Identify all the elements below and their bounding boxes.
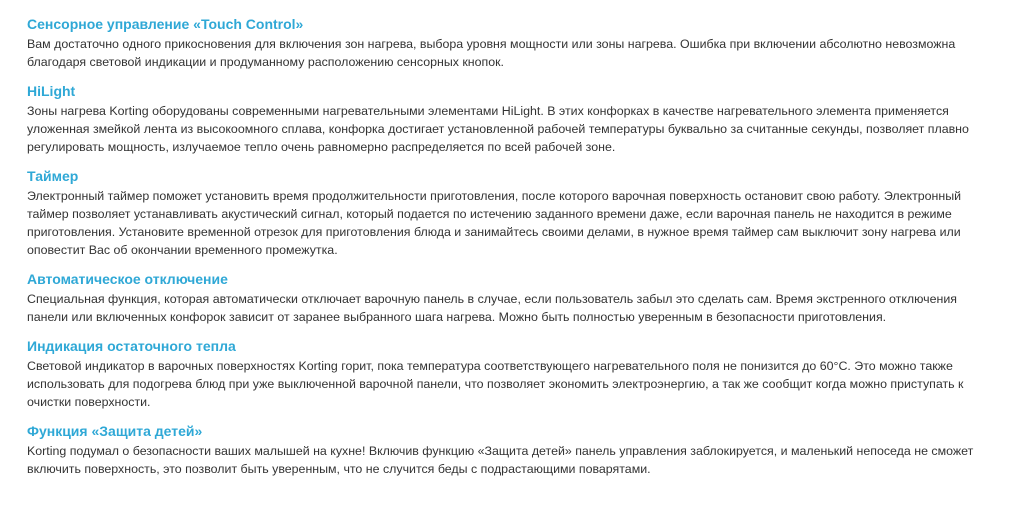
feature-title: Сенсорное управление «Touch Control»	[27, 16, 304, 32]
feature-residual-heat	[27, 337, 987, 411]
feature-auto-shutoff	[27, 270, 987, 326]
feature-description: Специальная функция, которая автоматически отключает варочную панель в случае, если пользователь забыл это сделать сам. Время экстренного отключения панели или включенных конфорок зависит от заранее выбранного шага нагрева. Можно быть полностью уверенным в безопасности приготовления.	[27, 292, 957, 324]
feature-title: Таймер	[27, 168, 79, 184]
feature-title: Автоматическое отключение	[27, 271, 228, 287]
feature-timer	[27, 167, 987, 259]
feature-description: Korting подумал о безопасности ваших малышей на кухне! Включив функцию «Защита детей» панель управления заблокируется, и маленький непоседа не сможет включить поверхность, это позволит быть уверенным, что не случится беды с подрастающими поварятами.	[27, 444, 974, 476]
feature-title: HiLight	[27, 83, 76, 99]
feature-touch-control	[27, 15, 987, 71]
feature-title: Функция «Защита детей»	[27, 423, 203, 439]
feature-description: Световой индикатор в варочных поверхностях Korting горит, пока температура соответствующего нагревательного поля не понизится до 60°C. Это можно также использовать для подогрева блюд при уже выключенной варочной панели, что позволяет экономить электроэнергию, а так же сообщит когда можно приступать к очистки поверхности.	[27, 359, 964, 409]
feature-description: Зоны нагрева Korting оборудованы современными нагревательными элементами HiLight. В этих конфорках в качестве нагревательного элемента применяется уложенная змейкой лента из высокоомного сплава, конфорка достигает установленной рабочей температуры буквально за считанные секунды, позволяет плавно регулировать мощность, излучаемое тепло очень равномерно распределяется по всей рабочей зоне.	[27, 104, 969, 154]
feature-title: Индикация остаточного тепла	[27, 338, 236, 354]
feature-hilight	[27, 82, 987, 156]
feature-description: Электронный таймер поможет установить время продолжительности приготовления, после которого варочная поверхность остановит свою работу. Электронный таймер позволяет устанавливать акустический сигнал, который подается по истечению заданного времени даже, если варочная панель не находится в режиме приготовления. Установите временной отрезок для приготовления блюда и занимайтесь своими делами, в нужное время таймер сам выключит зону нагрева или оповестит Вас об окончании временного промежутка.	[27, 189, 962, 257]
feature-child-lock	[27, 422, 987, 478]
feature-description: Вам достаточно одного прикосновения для включения зон нагрева, выбора уровня мощности или зоны нагрева. Ошибка при включении абсолютно невозможна благодаря световой индикации и продуманному расположению сенсорных кнопок.	[27, 37, 956, 69]
